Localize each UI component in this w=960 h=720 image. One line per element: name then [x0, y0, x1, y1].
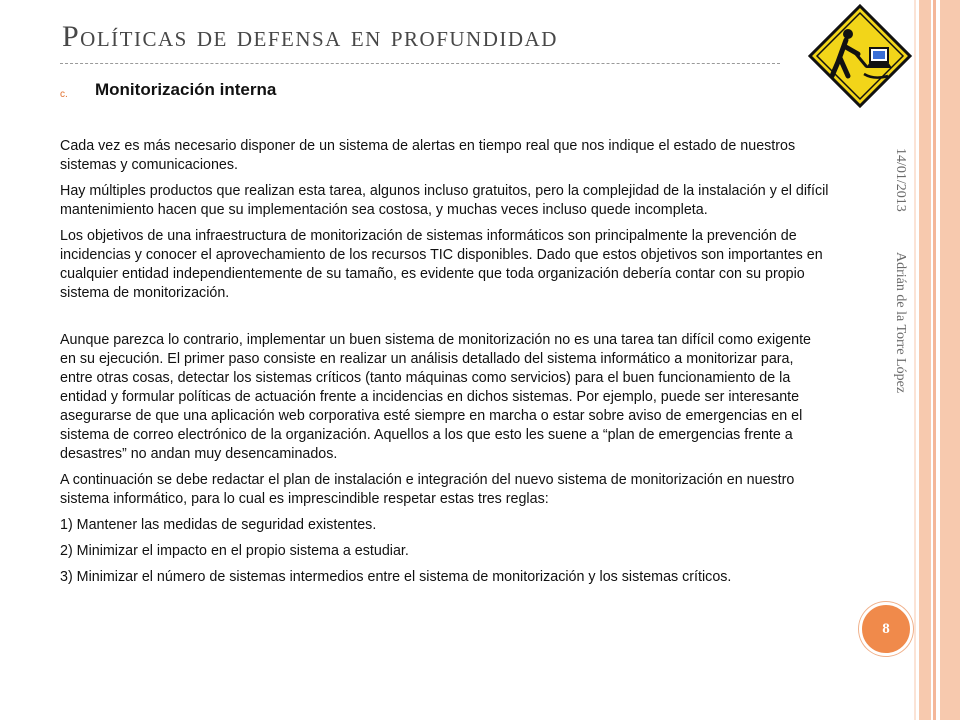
under-construction-sign-icon [808, 4, 912, 108]
rule-1: 1) Mantener las medidas de seguridad existentes. [60, 517, 377, 533]
decor-stripe-thin [914, 0, 916, 720]
decor-stripe-mid [933, 0, 936, 720]
paragraph-1: Cada vez es más necesario disponer de un sistema de alertas en tiempo real que nos indique el estado de nuestros sistemas y comunicaciones. [60, 138, 796, 173]
slide-author: Adrián de la Torre López [893, 252, 908, 394]
slide-date: 14/01/2013 [893, 148, 908, 212]
rule-2: 2) Minimizar el impacto en el propio sistema a estudiar. [60, 543, 409, 559]
section-bullet: c. [60, 89, 68, 100]
paragraph-3: Los objetivos de una infraestructura de monitorización de sistemas informáticos son principalmente la prevención de incidencias y conocer el aprovechamiento de los recursos TIC disponibles. Dado que estos objetivos son importantes en cualquier entidad independientemente de su tamaño, es evidente que toda organización debería contar con su propio sistema de monitorización. [60, 228, 823, 301]
decor-stripe-left [919, 0, 931, 720]
paragraph-4: Aunque parezca lo contrario, implementar un buen sistema de monitorización no es una tarea tan difícil como exigente en su ejecución. El primer paso consiste en realizar un análisis detallado del sistema informático a monitorizar para, entre otras cosas, detectar los sistemas críticos (tanto máquinas como servicios) para el buen funcionamiento de la entidad y formular políticas de actuación frente a incidencias en dichos sistemas. Por ejemplo, puede ser interesante asegurarse de que una aplicación web corporativa esté siempre en marcha o estar sobre aviso de emergencias en el sistema de correo electrónico de la organización. Aquellos a los que esto les suene a “plan de emergencias frente a desastres” no andan muy desencaminados. [60, 332, 812, 462]
title-underline [60, 63, 780, 64]
section-heading: Monitorización interna [95, 80, 277, 99]
paragraph-2: Hay múltiples productos que realizan esta tarea, algunos incluso gratuitos, pero la complejidad de la instalación y el difícil mantenimiento hacen que su implementación sea costosa, y muchas veces incluso quede incompleta. [60, 183, 829, 218]
decor-stripe-right [940, 0, 960, 720]
page-number: 8 [859, 602, 913, 656]
paragraph-5: A continuación se debe redactar el plan de instalación e integración del nuevo sistema de monitorización en nuestro sistema informático, para lo cual es imprescindible respetar estas tres reglas: [60, 472, 795, 507]
slide-title: Políticas de defensa en profundidad [62, 20, 558, 53]
rule-3: 3) Minimizar el número de sistemas intermedios entre el sistema de monitorización y los sistemas críticos. [60, 569, 732, 585]
body-content [60, 137, 830, 594]
